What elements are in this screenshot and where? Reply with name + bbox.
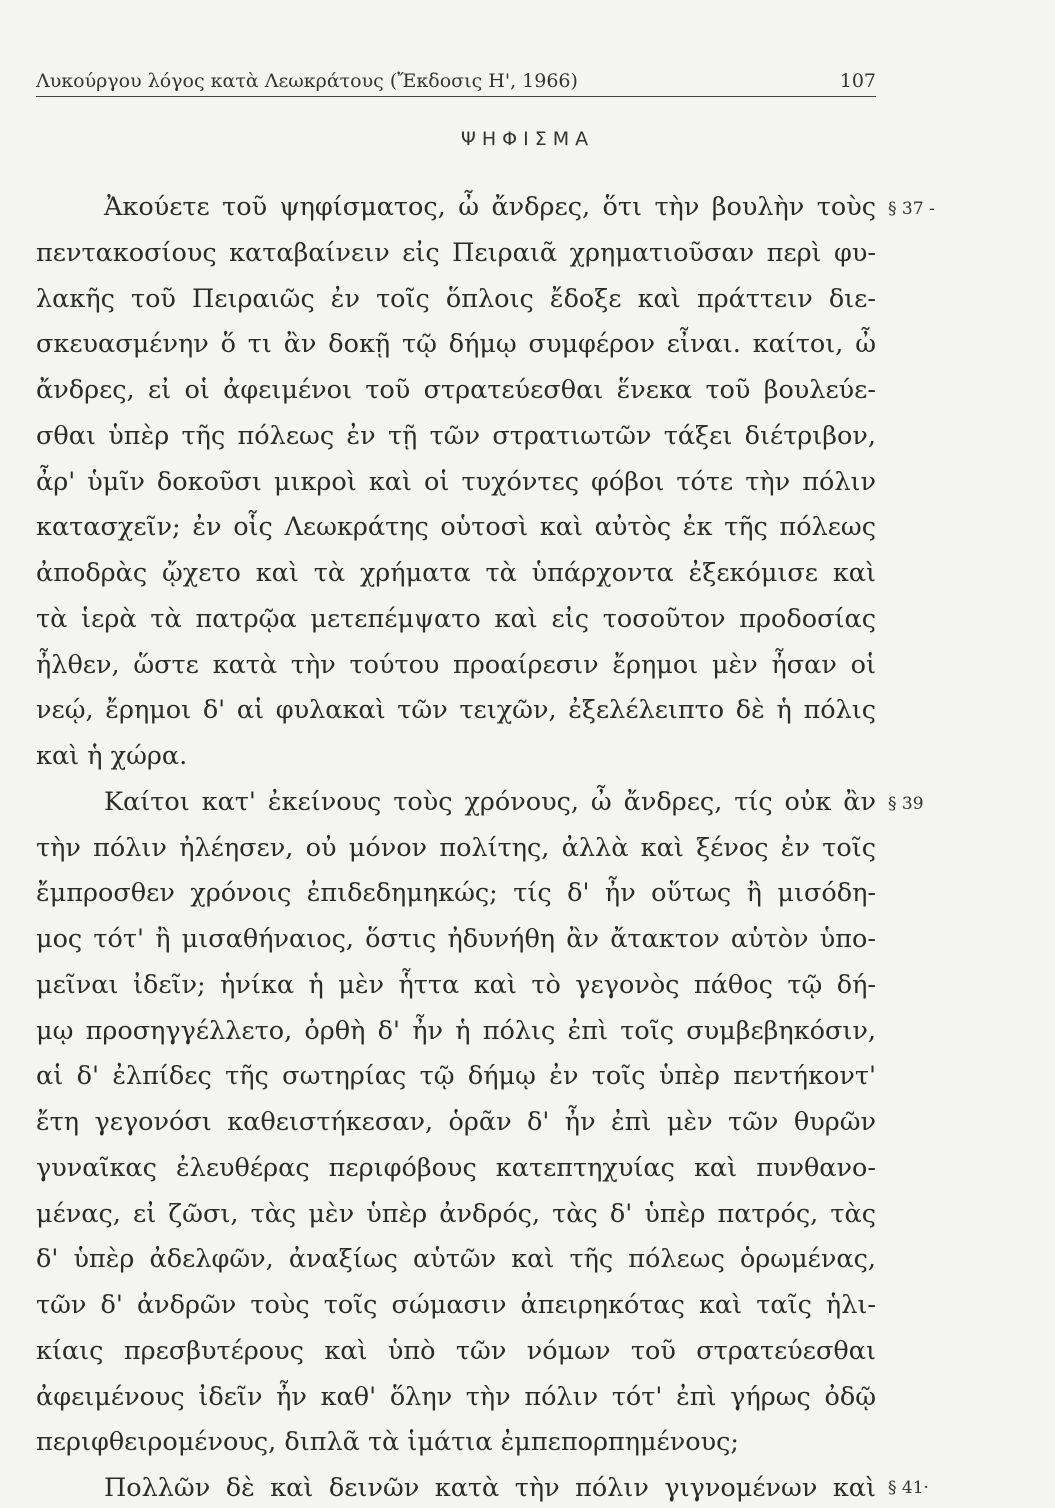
text-line: κατασχεῖν; ἐν οἷς Λεωκράτης οὑτοσὶ καὶ αὐτὸς ἐκ τῆς πόλεως <box>36 512 876 542</box>
section-title: ΨΗΦΙΣΜΑ <box>460 128 595 150</box>
section-marker: § 37 - <box>888 199 935 219</box>
text-line: σκευασμένην ὅ τι ἂν δοκῇ τῷ δήμῳ συμφέρον εἶναι. καίτοι, ὦ <box>36 329 876 359</box>
text-line: κίαις πρεσβυτέρους καὶ ὑπὸ τῶν νόμων τοῦ στρατεύεσθαι <box>36 1336 876 1366</box>
text-line: ἔμπροσθεν χρόνοις ἐπιδεδημηκώς; τίς δ' ἦν οὕτως ἢ μισόδη- <box>36 878 876 908</box>
text-line: μεῖναι ἰδεῖν; ἡνίκα ἡ μὲν ἧττα καὶ τὸ γεγονὸς πάθος τῷ δή- <box>36 970 876 1000</box>
text-line: Ἀκούετε τοῦ ψηφίσματος, ὦ ἄνδρες, ὅτι τὴν βουλὴν τοὺς <box>104 192 876 222</box>
text-line: νεῴ, ἔρημοι δ' αἱ φυλακαὶ τῶν τειχῶν, ἐξελέλειπτο δὲ ἡ πόλις <box>36 695 876 725</box>
text-line: αἱ δ' ἐλπίδες τῆς σωτηρίας τῷ δήμῳ ἐν τοῖς ὑπὲρ πεντήκοντ' <box>36 1061 876 1091</box>
text-line: μένας, εἰ ζῶσι, τὰς μὲν ὑπὲρ ἀνδρός, τὰς δ' ὑπὲρ πατρός, τὰς <box>36 1199 876 1229</box>
text-line: τὴν πόλιν ἠλέησεν, οὐ μόνον πολίτης, ἀλλὰ καὶ ξένος ἐν τοῖς <box>36 833 876 863</box>
text-line: ἀποδρὰς ᾤχετο καὶ τὰ χρήματα τὰ ὑπάρχοντα ἐξεκόμισε καὶ <box>36 558 876 588</box>
text-line: δ' ὑπὲρ ἀδελφῶν, ἀναξίως αὑτῶν καὶ τῆς πόλεως ὁρωμένας, <box>36 1244 876 1274</box>
text-line: ἄνδρες, εἰ οἱ ἀφειμένοι τοῦ στρατεύεσθαι ἕνεκα τοῦ βουλεύε- <box>36 375 876 405</box>
text-line: πεντακοσίους καταβαίνειν εἰς Πειραιᾶ χρηματιοῦσαν περὶ φυ- <box>36 238 876 268</box>
running-title: Λυκούργου λόγος κατὰ Λεωκράτους (Ἔκδοσις Η', 1966) <box>36 70 578 92</box>
text-line: καὶ ἡ χώρα. <box>36 741 188 771</box>
text-line: σθαι ὑπὲρ τῆς πόλεως ἐν τῇ τῶν στρατιωτῶν τάξει διέτριβον, <box>36 421 876 451</box>
text-line: τῶν δ' ἀνδρῶν τοὺς τοῖς σώμασιν ἀπειρηκότας καὶ ταῖς ἡλι- <box>36 1290 876 1320</box>
text-line: μος τότ' ἢ μισαθήναιος, ὅστις ἠδυνήθη ἂν ἄτακτον αὑτὸν ὑπο- <box>36 924 876 954</box>
text-line: ἦλθεν, ὥστε κατὰ τὴν τούτου προαίρεσιν ἔρημοι μὲν ἦσαν οἱ <box>36 650 876 680</box>
page-number: 107 <box>839 70 876 92</box>
text-line: γυναῖκας ἐλευθέρας περιφόβους κατεπτηχυίας καὶ πυνθανο- <box>36 1153 876 1183</box>
running-header <box>36 70 876 97</box>
text-line: ἀφειμένους ἰδεῖν ἦν καθ' ὅλην τὴν πόλιν τότ' ἐπὶ γήρως ὀδῷ <box>36 1382 876 1412</box>
text-line: ἆρ' ὑμῖν δοκοῦσι μικροὶ καὶ οἱ τυχόντες φόβοι τότε τὴν πόλιν <box>36 467 876 497</box>
text-line: ἔτη γεγονόσι καθειστήκεσαν, ὁρᾶν δ' ἦν ἐπὶ μὲν τῶν θυρῶν <box>36 1107 876 1137</box>
section-marker: § 41· <box>888 1478 929 1498</box>
text-line: περιφθειρομένους, διπλᾶ τὰ ἱμάτια ἐμπεπορπημένους; <box>36 1427 739 1457</box>
section-marker: § 39 <box>888 794 924 814</box>
text-line: Καίτοι κατ' ἐκείνους τοὺς χρόνους, ὦ ἄνδρες, τίς οὐκ ἂν <box>104 787 876 817</box>
text-line: μῳ προσηγγέλλετο, ὀρθὴ δ' ἦν ἡ πόλις ἐπὶ τοῖς συμβεβηκόσιν, <box>36 1016 876 1046</box>
text-line: λακῆς τοῦ Πειραιῶς ἐν τοῖς ὅπλοις ἔδοξε καὶ πράττειν διε- <box>36 284 876 314</box>
text-line: τὰ ἱερὰ τὰ πατρῷα μετεπέμψατο καὶ εἰς τοσοῦτον προδοσίας <box>36 604 876 634</box>
text-line: Πολλῶν δὲ καὶ δεινῶν κατὰ τὴν πόλιν γιγνομένων καὶ <box>104 1473 876 1503</box>
